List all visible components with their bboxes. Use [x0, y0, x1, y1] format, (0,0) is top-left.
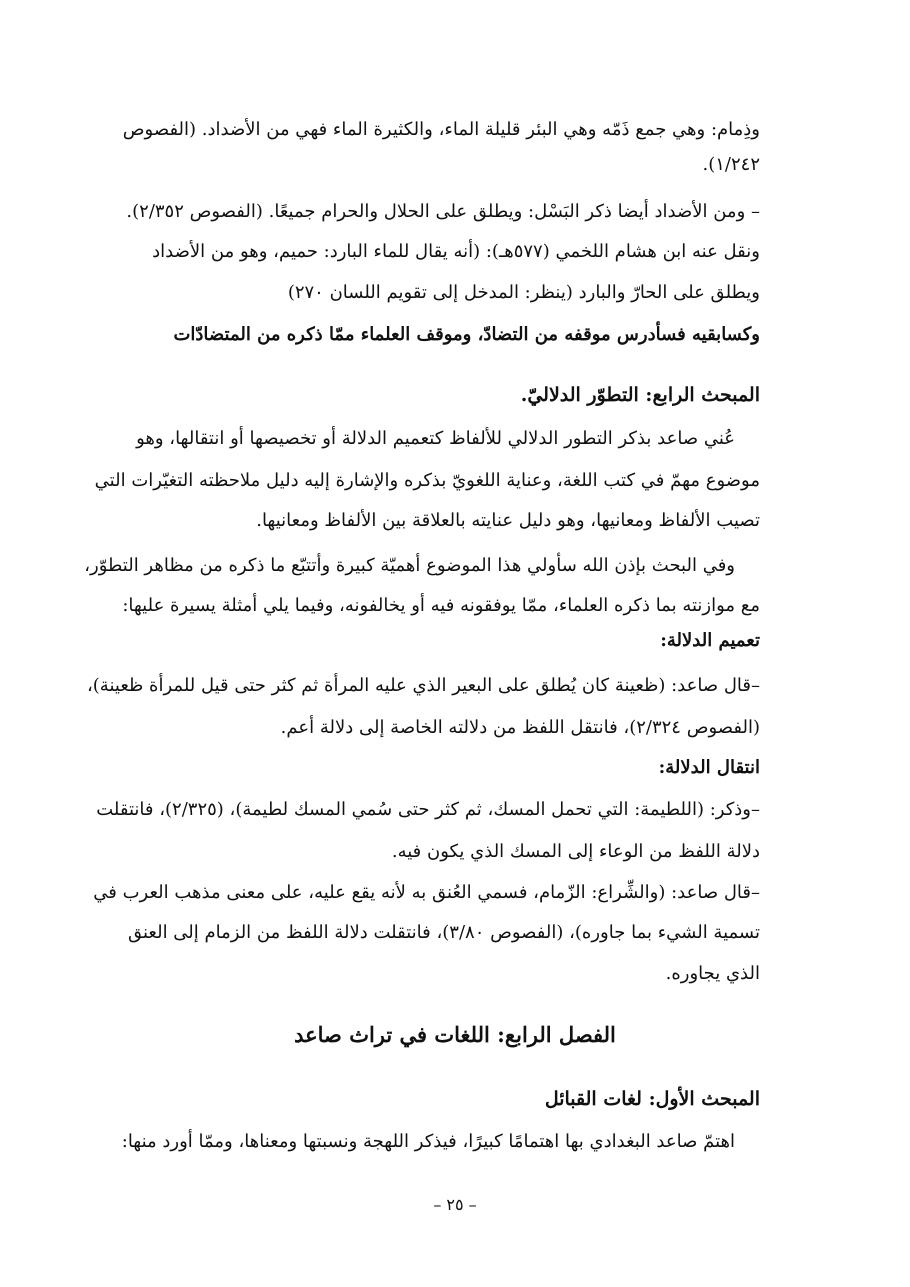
- text-line: تصيب الألفاظ ومعانيها، وهو دليل عنايته بالعلاقة بين الألفاظ ومعانيها.: [256, 510, 760, 531]
- text-line: اهتمّ صاعد البغدادي بها اهتمامًا كبيرًا، فيذكر اللهجة ونسبتها ومعناها، وممّا أورد منها:: [121, 1131, 735, 1152]
- text-line: وذِمام: وهي جمع ذَمّه وهي البئر قليلة الماء، والكثيرة الماء فهي من الأضداد. (الفصوص: [122, 119, 760, 140]
- text-line: – ومن الأضداد أيضا ذكر البَسْل: ويطلق على الحلال والحرام جميعًا. (الفصوص ٢/٣٥٢).: [126, 201, 760, 222]
- text-line: الذي يجاوره.: [665, 963, 760, 984]
- text-line: ونقل عنه ابن هشام اللخمي (٥٧٧هـ): (أنه يقال للماء البارد: حميم، وهو من الأضداد: [152, 241, 760, 262]
- text-line: وفي البحث بإذن الله سأولي هذا الموضوع أهميّة كبيرة وأتتبّع ما ذكره من مظاهر التطوّر،: [84, 555, 735, 576]
- text-line: مع موازنته بما ذكره العلماء، ممّا يوفقونه فيه أو يخالفونه، وفيما يلي أمثلة يسيرة عليها:: [122, 595, 760, 616]
- text-line: (الفصوص ٢/٣٢٤)، فانتقل اللفظ من دلالته الخاصة إلى دلالة أعم.: [280, 717, 760, 738]
- text-line: دلالة اللفظ من الوعاء إلى المسك الذي يكون فيه.: [391, 841, 760, 862]
- subheading: انتقال الدلالة:: [658, 757, 760, 778]
- text-line: –قال صاعد: (والشِّراع: الزّمام، فسمي العُنق به لأنه يقع عليه، على معنى مذهب العرب في: [93, 882, 760, 903]
- text-line: تسمية الشيء بما جاوره)، (الفصوص ٣/٨٠)، فانتقلت دلالة اللفظ من الزمام إلى العنق: [127, 922, 760, 943]
- section-heading: المبحث الرابع: التطوّر الدلاليّ.: [520, 384, 760, 406]
- subheading: تعميم الدلالة:: [660, 630, 760, 651]
- text-line: موضوع مهمّ في كتب اللغة، وعناية اللغويّ بذكره والإشارة إليه دليل ملاحظته التغيّرات التي: [94, 470, 760, 491]
- text-line: ويطلق على الحارّ والبارد (ينظر: المدخل إلى تقويم اللسان ٢٧٠): [287, 282, 760, 303]
- page-number: – ٢٥ –: [433, 1195, 477, 1214]
- section-heading: المبحث الأول: لغات القبائل: [544, 1088, 760, 1110]
- text-line: –قال صاعد: (ظعينة كان يُطلق على البعير الذي عليه المرأة ثم كثر حتى قيل للمرأة ظعينة)،: [86, 675, 760, 696]
- text-line: ١/٢٤٢).: [702, 154, 760, 175]
- text-line: عُني صاعد بذكر التطور الدلالي للألفاظ كتعميم الدلالة أو تخصيصها أو انتقالها، وهو: [136, 428, 735, 449]
- summary-line: وكسابقيه فسأدرس موقفه من التضادّ، وموقف العلماء ممّا ذكره من المتضادّات: [173, 324, 760, 345]
- text-line: –وذكر: (اللطيمة: التي تحمل المسك، ثم كثر حتى سُمي المسك لطيمة)، (٢/٣٢٥)، فانتقلت: [96, 799, 760, 820]
- chapter-heading: الفصل الرابع: اللغات في تراث صاعد: [294, 1022, 616, 1047]
